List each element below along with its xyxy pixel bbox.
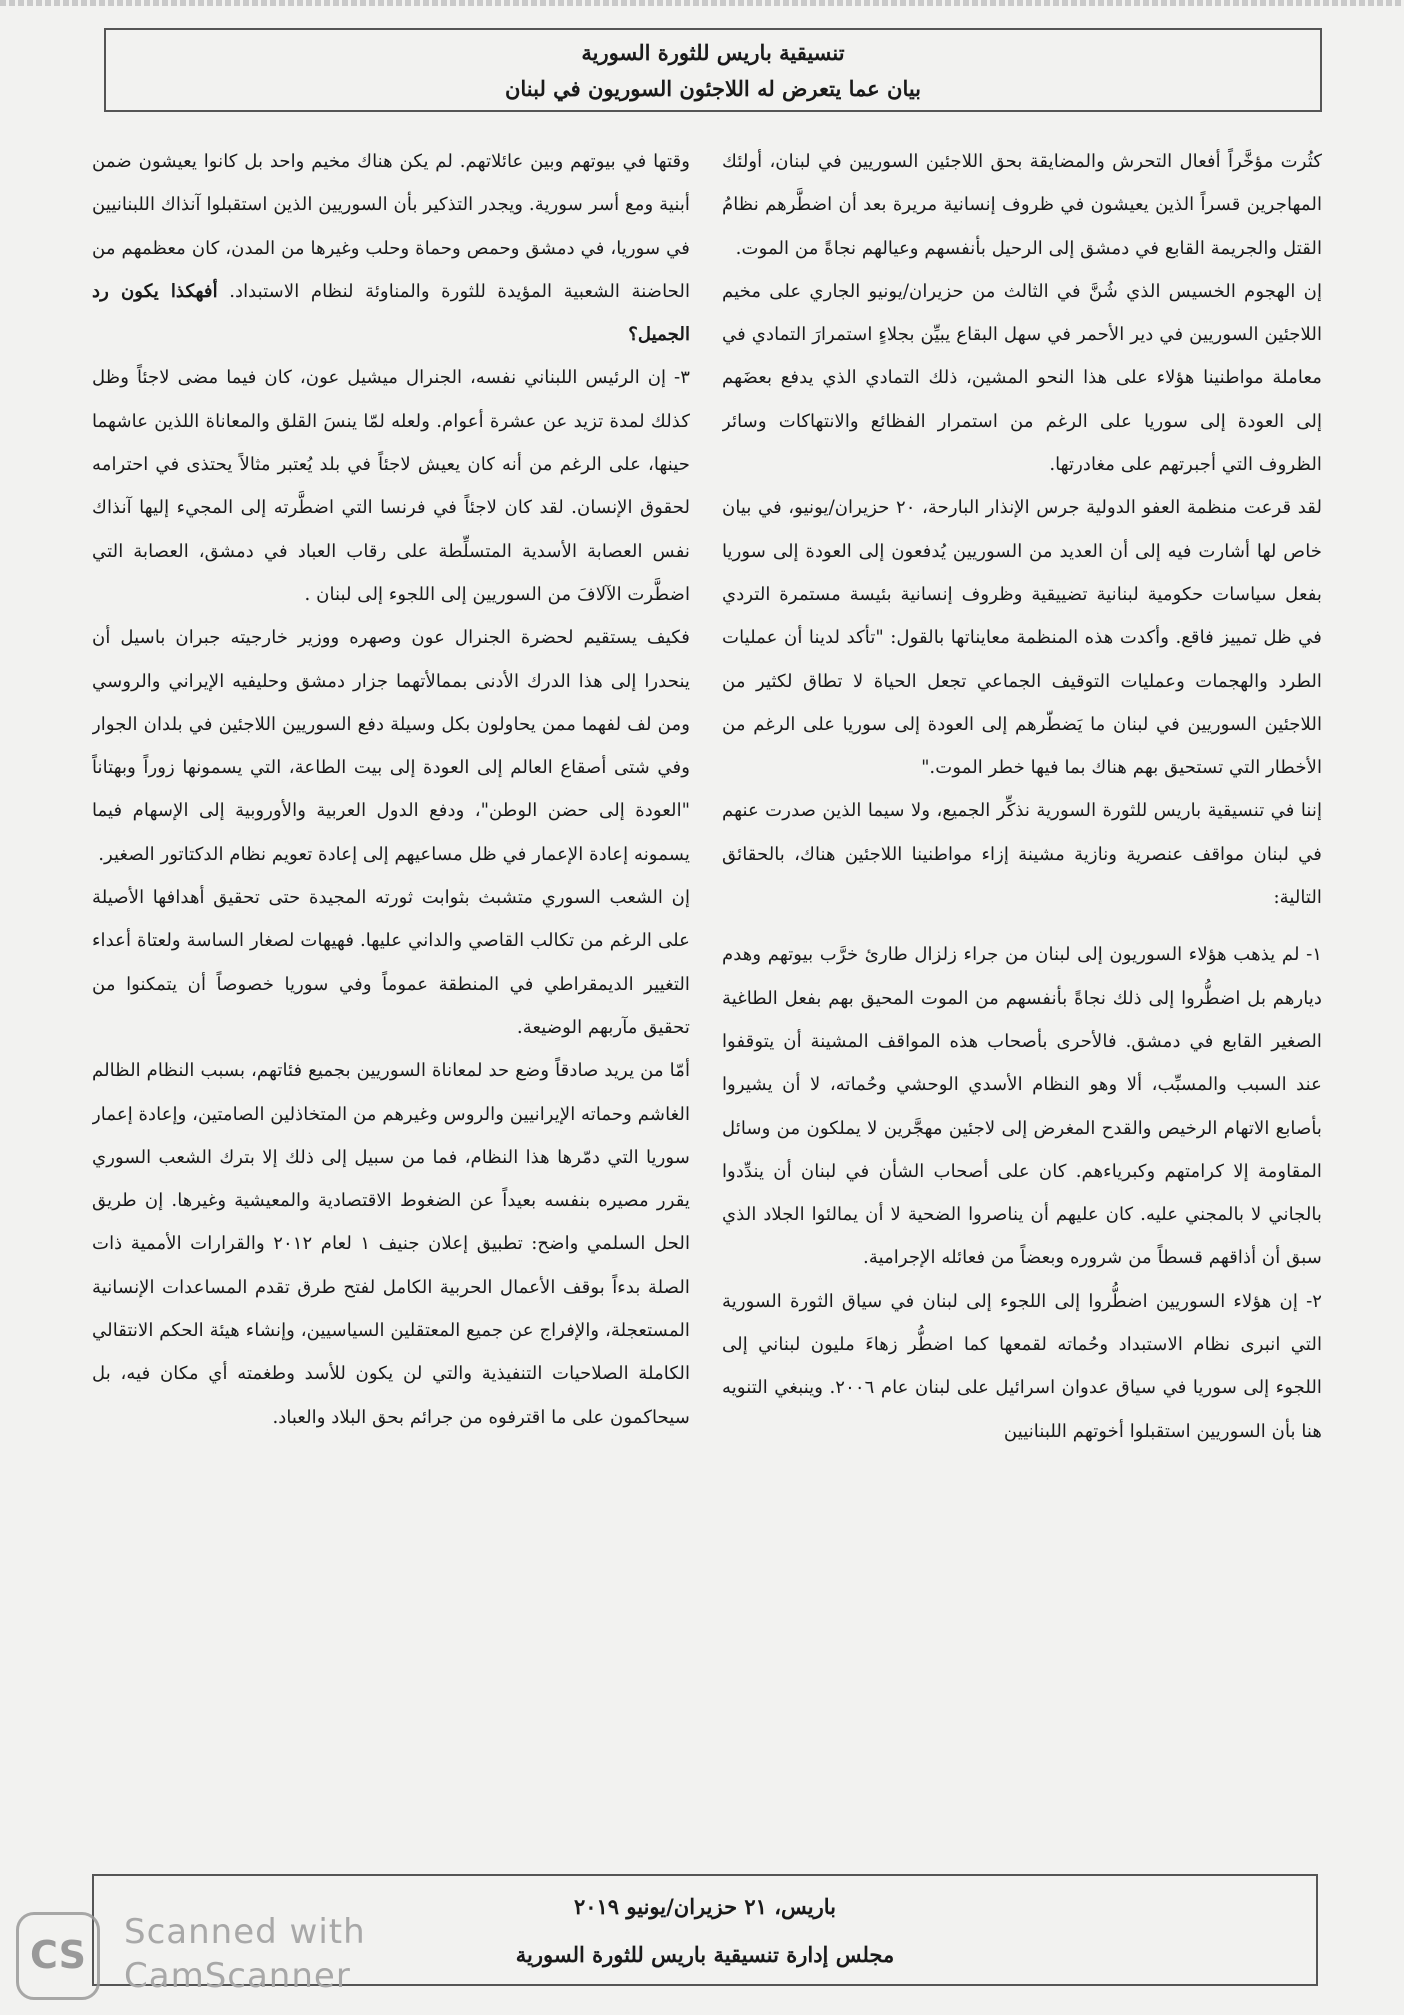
rhetorical-question: أفهكذا يكون رد الجميل؟: [92, 280, 690, 346]
statement-header: [104, 28, 1322, 112]
paragraph-hosting: [92, 140, 690, 356]
watermark-line-2: CamScanner: [124, 1956, 351, 1996]
paragraph-people: إن الشعب السوري متشبث بثوابت ثورته المجيدة حتى تحقيق أهدافها الأصيلة على الرغم من تكالب القاصي والداني عليها. فهيهات لصغار الساسة ولعتاة أعداء التغيير الديمقراطي في المنطقة عموماً وفي سوريا خصوصاً أن يتمكنوا من تحقيق مآربهم الوضيعة.: [92, 887, 690, 1038]
paragraph-intro: كثُرت مؤخَّراً أفعال التحرش والمضايقة بحق اللاجئين السوريين في لبنان، أولئك المهاجرين قسراً الذين يعيشون في ظروف إنسانية مريرة بعد أن اضطَّرهم نظامُ القتل والجريمة القابع في دمشق إلى الرحيل بأنفسهم وعيالهم نجاةً من الموت.: [722, 151, 1322, 259]
camscanner-logo-icon: CS: [16, 1912, 100, 2000]
signature-line: مجلس إدارة تنسيقية باريس للثورة السورية: [515, 1942, 895, 1967]
page-top-border: [0, 0, 1404, 6]
text-column-left: [92, 140, 690, 1860]
organization-name: تنسيقية باريس للثورة السورية: [581, 40, 845, 65]
point-one: ١- لم يذهب هؤلاء السوريون إلى لبنان من جراء زلزال طارئ خرَّب بيوتهم وهدم ديارهم بل اضطُّروا إلى ذلك نجاةً بأنفسهم من الموت المحيق بهم بفعل الطاغية الصغير القابع في دمشق. فالأحرى بأصحاب هذه المواقف المشينة أن يتوقفوا عند السبب والمسبِّب، ألا وهو النظام الأسدي الوحشي وحُماته، لا أن يشيروا بأصابع الاتهام الرخيص والقدح المغرض إلى لاجئين مهجَّرين لا يملكون من وسائل المقاومة إلا كرامتهم وكبرياءهم. كان على أصحاب الشأن في لبنان أن يندِّدوا بالجاني لا بالمجني عليه. كان عليهم أن يناصروا الضحية لا أن يمالئوا الجلاد الذي سبق أن أذاقهم قسطاً من شروره وبعضاً من فعائله الإجرامية.: [722, 944, 1322, 1269]
point-two: ٢- إن هؤلاء السوريين اضطُّروا إلى اللجوء إلى لبنان في سياق الثورة السورية التي انبرى نظام الاستبداد وحُماته لقمعها كما اضطُّر زهاءَ مليون لبناني إلى اللجوء إلى سوريا في سياق عدوان اسرائيل على لبنان عام ٢٠٠٦. وينبغي التنويه هنا بأن السوريين استقبلوا أخوتهم اللبنانيين: [722, 1290, 1322, 1442]
paragraph-aoun-basil: فكيف يستقيم لحضرة الجنرال عون وصهره ووزير خارجيته جبران باسيل أن ينحدرا إلى هذا الدرك الأدنى بممالأتهما جزار دمشق وحليفيه الإيراني والروسي ومن لف لفهما ممن يحاولون بكل وسيلة دفع السوريين اللاجئين في بلدان الجوار وفي شتى أصقاع العالم إلى العودة إلى بيت الطاعة، التي يسمونها زوراً وبهتاناً "العودة إلى حضن الوطن"، ودفع الدول العربية والأوروبية إلى الإسهام فيما يسمونه إعادة الإعمار في ظل مساعيهم إلى إعادة تعويم نظام الدكتاتور الصغير.: [92, 627, 690, 865]
point-three: ٣- إن الرئيس اللبناني نفسه، الجنرال ميشيل عون، كان فيما مضى لاجئاً وظل كذلك لمدة تزيد عن عشرة أعوام. ولعله لمّا ينسَ القلق والمعاناة اللذين عاشهما حينها، على الرغم من أنه كان يعيش لاجئاً في بلد يُعتبر مثالاً يحتذى في احترامه لحقوق الإنسان. لقد كان لاجئاً في فرنسا التي اضطَّرته إلى المجيء إليها آنذاك نفس العصابة الأسدية المتسلِّطة على رقاب العباد في دمشق، العصابة التي اضطَّرت الآلافَ من السوريين إلى اللجوء إلى لبنان .: [92, 367, 690, 605]
text-column-right: [722, 140, 1322, 1860]
paragraph-amnesty: لقد قرعت منظمة العفو الدولية جرس الإنذار البارحة، ٢٠ حزيران/يونيو، في بيان خاص لها أشارت فيه إلى أن العديد من السوريين يُدفعون إلى العودة إلى سوريا بفعل سياسات حكومية لبنانية تضييقية وظروف إنسانية بئيسة مستمرة التردي في ظل تمييز فاقع. وأكدت هذه المنظمة معايناتها بالقول: "تأكد لدينا أن عمليات الطرد والهجمات وعمليات التوقيف الجماعي تجعل الحياة لا تطاق لكثير من اللاجئين السوريين في لبنان ما يَضطّرهم إلى العودة إلى سوريا على الرغم من الأخطار التي تستحيق بهم هناك بما فيها خطر الموت.": [722, 497, 1322, 779]
paragraph-reminder: إننا في تنسيقية باريس للثورة السورية نذكِّر الجميع، ولا سيما الذين صدرت عنهم في لبنان مواقف عنصرية ونازية مشينة إزاء مواطنينا اللاجئين هناك، بالحقائق التالية:: [722, 800, 1322, 909]
statement-title: بيان عما يتعرض له اللاجئون السوريون في لبنان: [504, 76, 922, 101]
watermark-line-1: Scanned with: [124, 1912, 366, 1952]
paragraph-hosting-text: وقتها في بيوتهم وبين عائلاتهم. لم يكن هناك مخيم واحد بل كانوا يعيشون ضمن أبنية ومع أسر سورية. ويجدر التذكير بأن السوريين الذين استقبلوا آنذاك اللبنانيين في سوريا، في دمشق وحمص وحماة وحلب وغيرها من المدن، كان معظمهم من الحاضنة الشعبية المؤيدة للثورة والمناوئة لنظام الاستبداد.: [92, 151, 690, 302]
place-date: باريس، ٢١ حزيران/يونيو ٢٠١٩: [573, 1894, 837, 1919]
paragraph-attack: إن الهجوم الخسيس الذي شُنَّ في الثالث من حزيران/يونيو الجاري على مخيم اللاجئين السوريين في دير الأحمر في سهل البقاع يبيِّن بجلاءٍ استمرارَ التمادي في معاملة مواطنينا هؤلاء على هذا النحو المشين، ذلك التمادي الذي يدفع بعضَهم إلى العودة إلى سوريا على الرغم من استمرار الفظائع والانتهاكات وسائر الظروف التي أجبرتهم على مغادرتها.: [722, 280, 1322, 476]
paragraph-solution: أمّا من يريد صادقاً وضع حد لمعاناة السوريين بجميع فئاتهم، بسبب النظام الظالم الغاشم وحماته الإيرانيين والروس وغيرهم من المتخاذلين الصامتين، وإعادة إعمار سوريا التي دمّرها هذا النظام، فما من سبيل إلى ذلك إلا بترك الشعب السوري يقرر مصيره بنفسه بعيداً عن الضغوط الاقتصادية والمعيشية وغيرها. إن طريق الحل السلمي واضح: تطبيق إعلان جنيف ١ لعام ٢٠١٢ والقرارات الأممية ذات الصلة بدءاً بوقف الأعمال الحربية الكامل لفتح طرق تقدم المساعدات الإنسانية المستعجلة، والإفراج عن جميع المعتقلين السياسيين، وإنشاء هيئة الحكم الانتقالي الكاملة الصلاحيات التنفيذية والتي لن يكون للأسد وطغمته أي مكان فيه، بل سيحاكمون على ما اقترفوه من جرائم بحق البلاد والعباد.: [92, 1060, 690, 1428]
